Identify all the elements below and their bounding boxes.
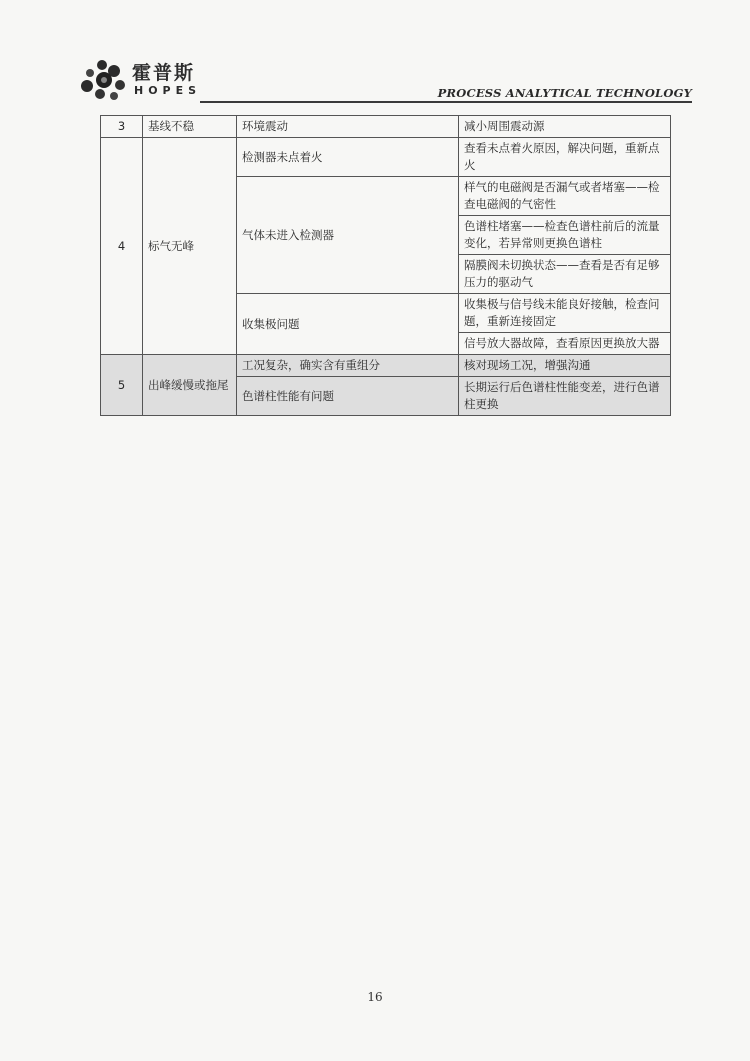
fault-cause: 收集极问题: [237, 294, 459, 355]
fault-cause: 工况复杂，确实含有重组分: [237, 355, 459, 377]
header-title: PROCESS ANALYTICAL TECHNOLOGY: [437, 86, 692, 100]
company-logo: [78, 56, 218, 106]
table-row: [101, 355, 671, 377]
fault-solution: 收集极与信号线未能良好接触，检查问题，重新连接固定: [459, 294, 671, 333]
table-row: [101, 116, 671, 138]
fault-solution: 样气的电磁阀是否漏气或者堵塞——检查电磁阀的气密性: [459, 177, 671, 216]
row-number: 3: [101, 116, 143, 138]
fault-symptom: 出峰缓慢或拖尾: [143, 355, 237, 416]
fault-solution: 信号放大器故障，查看原因更换放大器: [459, 333, 671, 355]
table-row: [101, 138, 671, 177]
fault-table: [100, 115, 671, 416]
logo-english-name: HOPES: [134, 84, 202, 97]
fault-cause: 环境震动: [237, 116, 459, 138]
row-number: 4: [101, 138, 143, 355]
row-number: 5: [101, 355, 143, 416]
fault-solution: 隔膜阀未切换状态——查看是否有足够压力的驱动气: [459, 255, 671, 294]
fault-cause: 气体未进入检测器: [237, 177, 459, 294]
fault-symptom: 标气无峰: [143, 138, 237, 355]
hopes-logo-icon: [78, 56, 130, 102]
fault-solution: 色谱柱堵塞——检查色谱柱前后的流量变化，若异常则更换色谱柱: [459, 216, 671, 255]
logo-chinese-name: 霍普斯: [132, 62, 196, 84]
fault-solution: 长期运行后色谱柱性能变差，进行色谱柱更换: [459, 377, 671, 416]
header-rule: [200, 101, 692, 103]
fault-solution: 核对现场工况，增强沟通: [459, 355, 671, 377]
fault-solution: 减小周围震动源: [459, 116, 671, 138]
fault-symptom: 基线不稳: [143, 116, 237, 138]
fault-cause: 检测器未点着火: [237, 138, 459, 177]
fault-solution: 查看未点着火原因，解决问题，重新点火: [459, 138, 671, 177]
fault-cause: 色谱柱性能有问题: [237, 377, 459, 416]
page-number: 16: [367, 990, 383, 1004]
